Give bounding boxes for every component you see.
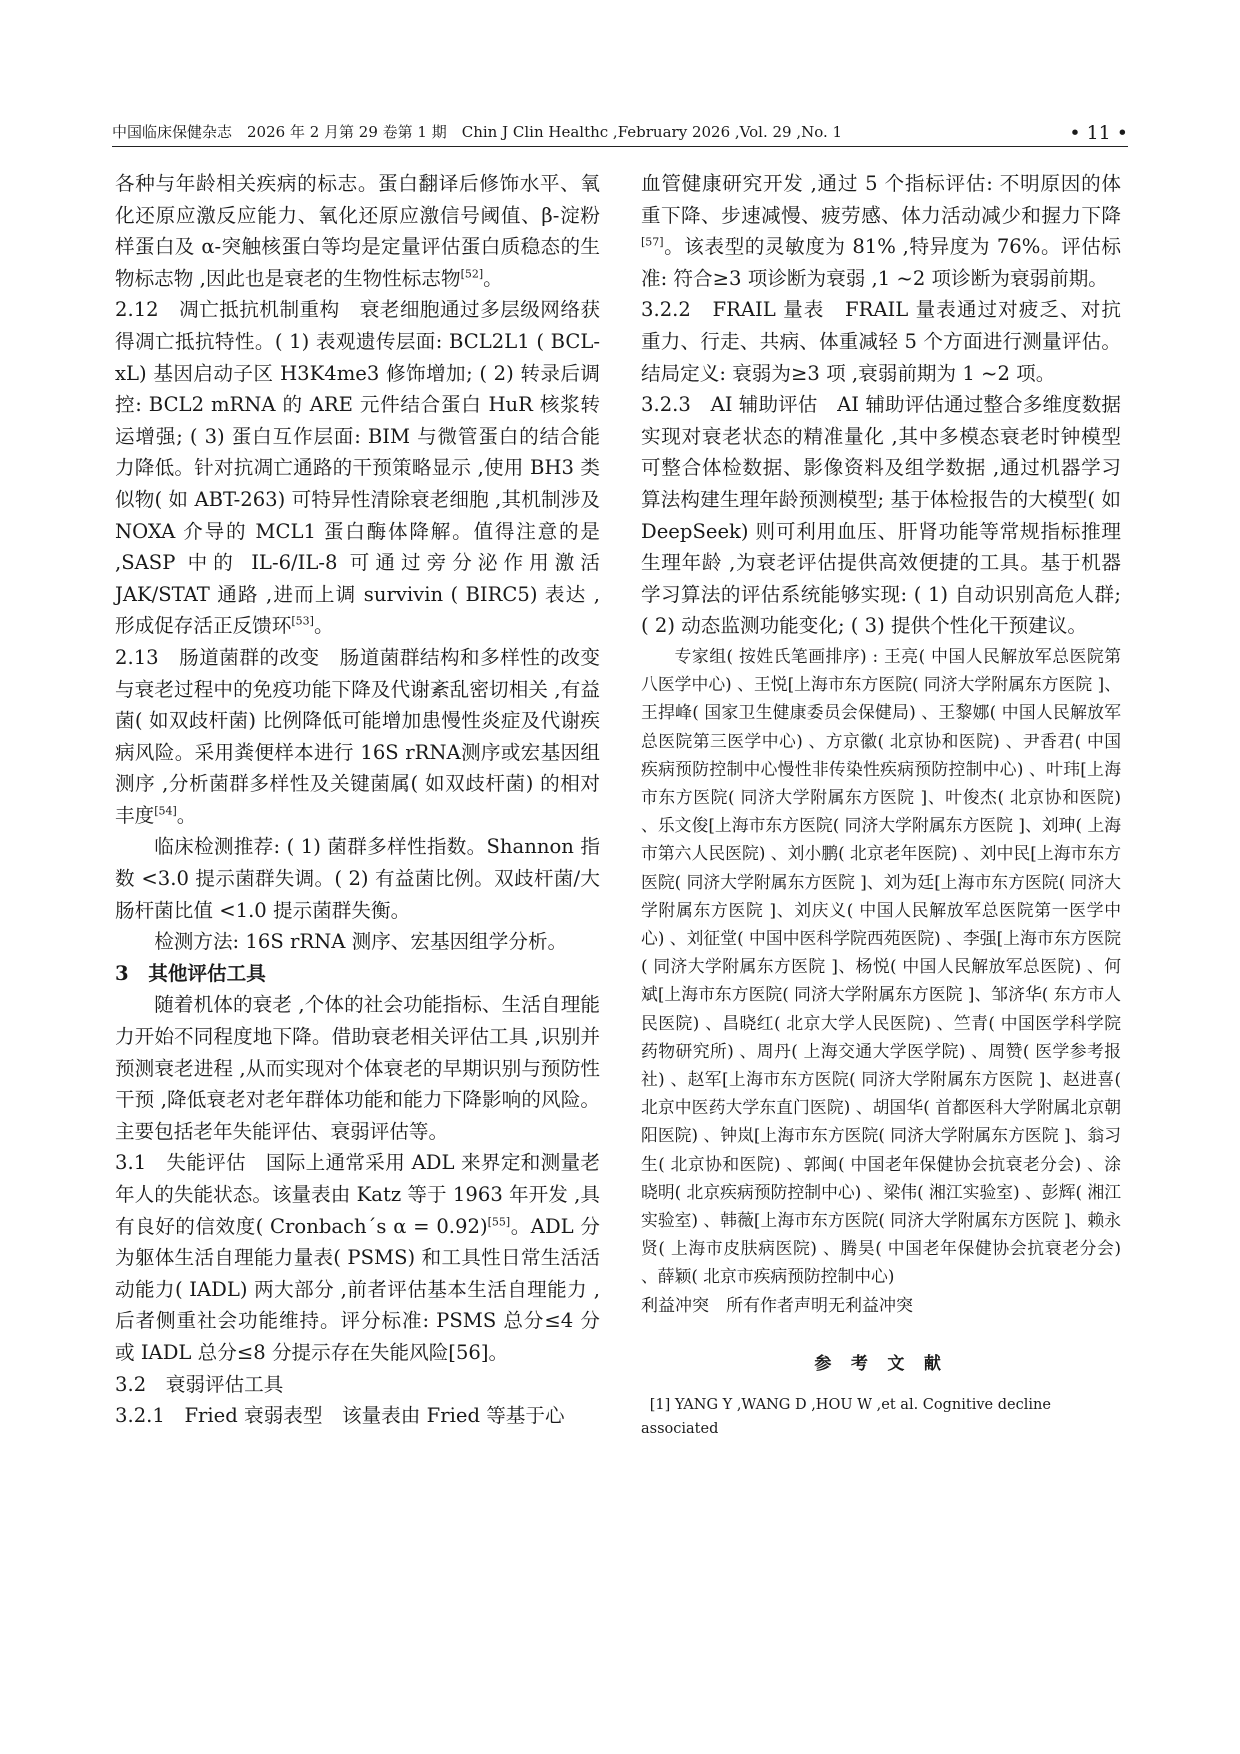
- right-column: [641, 168, 1121, 1441]
- expert-group: 专家组( 按姓氏笔画排序) : 王亮( 中国人民解放军总医院第八医学中心) 、王悦[上海市东方医院( 同济大学附属东方医院 ]、王捍峰( 国家卫生健康委员会保健局) 、王黎娜( 中国人民解放军总医院第三医学中心) 、方京徽( 北京协和医院) 、尹香君( 中国疾病预防控制中心慢性非传染性疾病预防控制中心) 、叶玮[上海市东方医院( 同济大学附属东方医院 ]、叶俊杰( 北京协和医院) 、乐文俊[上海市东方医院( 同济大学附属东方医院 ]、刘珅( 上海市第六人民医院) 、刘小鹏( 北京老年医院) 、刘中民[上海市东方医院( 同济大学附属东方医院 ]、刘为廷[上海市东方医院( 同济大学附属东方医院 ]、刘庆义( 中国人民解放军总医院第一医学中心) 、刘征堂( 中国中医科学院西苑医院) 、李强[上海市东方医院( 同济大学附属东方医院 ]、杨悦( 中国人民解放军总医院) 、何斌[上海市东方医院( 同济大学附属东方医院 ]、邹济华( 东方市人民医院) 、昌晓红( 北京大学人民医院) 、竺青( 中国医学科学院药物研究所) 、周丹( 上海交通大学医学院) 、周赞( 医学参考报社) 、赵军[上海市东方医院( 同济大学附属东方医院 ]、赵进喜( 北京中医药大学东直门医院) 、胡国华( 首都医科大学附属北京朝阳医院) 、钟岚[上海市东方医院( 同济大学附属东方医院 ]、翁习生( 北京协和医院) 、郭闽( 中国老年保健协会抗衰老分会) 、涂晓明( 北京疾病预防控制中心) 、梁伟( 湘江实验室) 、彭辉( 湘江实验室) 、韩薇[上海市东方医院( 同济大学附属东方医院 ]、赖永贤( 上海市皮肤病医院) 、腾昊( 中国老年保健协会抗衰老分会) 、薛颖( 北京市疾病预防控制中心): [641, 645, 1121, 1287]
- left-column: [115, 168, 600, 1432]
- references-heading: 参 考 文 献: [814, 1353, 948, 1374]
- paragraph-fried-start: 3.2.1 Fried 衰弱表型 该量表由 Fried 等基于心: [115, 1404, 565, 1428]
- paragraph-gut-microbiota: 2.13 肠道菌群的改变 肠道菌群结构和多样性的改变与衰老过程中的免疫功能下降及代谢紊乱密切相关 ,有益菌( 如双歧杆菌) 比例降低可能增加患慢性炎症及代谢疾病风险。采用粪便样本进行 16S rRNA测序或宏基因组测序 ,分析菌群多样性及关键菌属( 如双歧杆菌) 的相对丰度[54]。: [115, 645, 600, 827]
- paragraph-clinical-testing: 临床检测推荐: ( 1) 菌群多样性指数。Shannon 指数 <3.0 提示菌群失调。( 2) 有益菌比例。双歧杆菌/大肠杆菌比值 <1.0 提示菌群失衡。: [115, 835, 600, 922]
- section-heading-3: 3 其他评估工具: [115, 961, 266, 985]
- paragraph-test-method: 检测方法: 16S rRNA 测序、宏基因组学分析。: [154, 930, 568, 954]
- paragraph-aging-tools: 随着机体的衰老 ,个体的社会功能指标、生活自理能力开始不同程度地下降。借助衰老相关评估工具 ,识别并预测衰老进程 ,从而实现对个体衰老的早期识别与预防性干预 ,降低衰老对老年群体功能和能力下降影响的风险。主要包括老年失能评估、衰弱评估等。: [115, 993, 600, 1143]
- reference-item: [1] YANG Y ,WANG D ,HOU W ,et al. Cognitive decline associated: [641, 1396, 1051, 1437]
- running-header: [112, 120, 1128, 147]
- subsection-heading-3-2: 3.2 衰弱评估工具: [115, 1372, 284, 1396]
- journal-citation: 中国临床保健杂志 2026 年 2 月第 29 卷第 1 期 Chin J Clin Healthc ,February 2026 ,Vol. 29 ,No. 1: [112, 123, 843, 141]
- paragraph-disability: 3.1 失能评估 国际上通常采用 ADL 来界定和测量老年人的失能状态。该量表由 Katz 等于 1963 年开发 ,具有良好的信效度( Cronbach´s α = 0.92)[55]。ADL 分为躯体生活自理能力量表( PSMS) 和工具性日常生活活动能力( IADL) 两大部分 ,前者评估基本生活自理能力 ,后者侧重社会功能维持。评分标准: PSMS 总分≤4 分或 IADL 总分≤8 分提示存在失能风险[56]。: [115, 1151, 600, 1364]
- paragraph-proteostasis: 各种与年龄相关疾病的标志。蛋白翻译后修饰水平、氧化还原应激反应能力、氧化还原应激信号阈值、β-淀粉样蛋白及 α-突触核蛋白等均是定量评估蛋白质稳态的生物标志物 ,因此也是衰老的生物性标志物[52]。: [115, 172, 600, 290]
- paragraph-ai-assessment: 3.2.3 AI 辅助评估 AI 辅助评估通过整合多维度数据实现对衰老状态的精准量化 ,其中多模态衰老时钟模型可整合体检数据、影像资料及组学数据 ,通过机器学习算法构建生理年龄预测模型; 基于体检报告的大模型( 如 DeepSeek) 则可利用血压、肝肾功能等常规指标推理生理年龄 ,为衰老评估提供高效便捷的工具。基于机器学习算法的评估系统能够实现: ( 1) 自动识别高危人群; ( 2) 动态监测功能变化; ( 3) 提供个性化干预建议。: [641, 393, 1121, 638]
- paragraph-apoptosis: 2.12 凋亡抵抗机制重构 衰老细胞通过多层级网络获得凋亡抵抗特性。( 1) 表观遗传层面: BCL2L1 ( BCL-xL) 基因启动子区 H3K4me3 修饰增加; ( 2) 转录后调控: BCL2 mRNA 的 ARE 元件结合蛋白 HuR 核浆转运增强; ( 3) 蛋白互作层面: BIM 与微管蛋白的结合能力降低。针对抗凋亡通路的干预策略显示 ,使用 BH3 类似物( 如 ABT-263) 可特异性清除衰老细胞 ,其机制涉及 NOXA 介导的 MCL1 蛋白酶体降解。值得注意的是 ,SASP 中的 IL-6/IL-8 可通过旁分泌作用激活 JAK/STAT 通路 ,进而上调 survivin ( BIRC5) 表达 ,形成促存活正反馈环[53]。: [115, 298, 600, 638]
- conflict-statement: 利益冲突 所有作者声明无利益冲突: [641, 1295, 913, 1316]
- paragraph-fried-cont: 血管健康研究开发 ,通过 5 个指标评估: 不明原因的体重下降、步速减慢、疲劳感、体力活动减少和握力下降[57]。该表型的灵敏度为 81% ,特异度为 76%。评估标准: 符合≥3 项诊断为衰弱 ,1 ~2 项诊断为衰弱前期。: [641, 172, 1121, 290]
- paragraph-frail: 3.2.2 FRAIL 量表 FRAIL 量表通过对疲乏、对抗重力、行走、共病、体重减轻 5 个方面进行测量评估。结局定义: 衰弱为≥3 项 ,衰弱前期为 1 ~2 项。: [641, 298, 1121, 385]
- page-number: • 11 •: [1069, 122, 1128, 144]
